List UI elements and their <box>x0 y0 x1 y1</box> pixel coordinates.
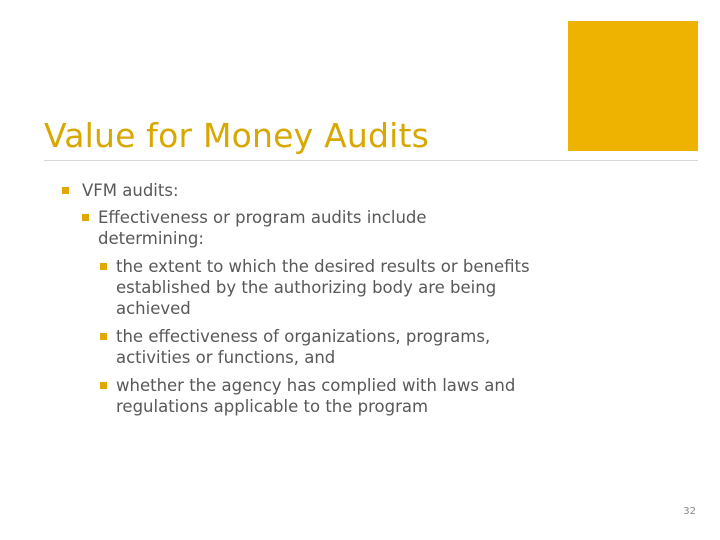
slide-title: Value for Money Audits <box>44 116 430 155</box>
square-bullet-icon <box>100 382 107 389</box>
square-bullet-icon <box>100 333 107 340</box>
bullet-text: VFM audits: <box>82 181 179 200</box>
bullet-text: the extent to which the desired results or benefits established by the authorizing body are being achieved <box>116 257 530 318</box>
bullet-item-level3 <box>116 375 556 417</box>
bullet-item-level1 <box>82 180 442 201</box>
square-bullet-icon <box>100 263 107 270</box>
bullet-item-level2 <box>98 207 458 249</box>
bullet-text: whether the agency has complied with laws and regulations applicable to the program <box>116 376 516 416</box>
square-bullet-icon <box>82 214 89 221</box>
bullet-item-level3 <box>116 256 556 319</box>
bullet-text: the effectiveness of organizations, programs, activities or functions, and <box>116 327 491 367</box>
page-number: 32 <box>683 506 696 517</box>
bullet-text: Effectiveness or program audits include determining: <box>98 208 427 248</box>
bullet-item-level3 <box>116 326 556 368</box>
square-bullet-icon <box>62 187 69 194</box>
